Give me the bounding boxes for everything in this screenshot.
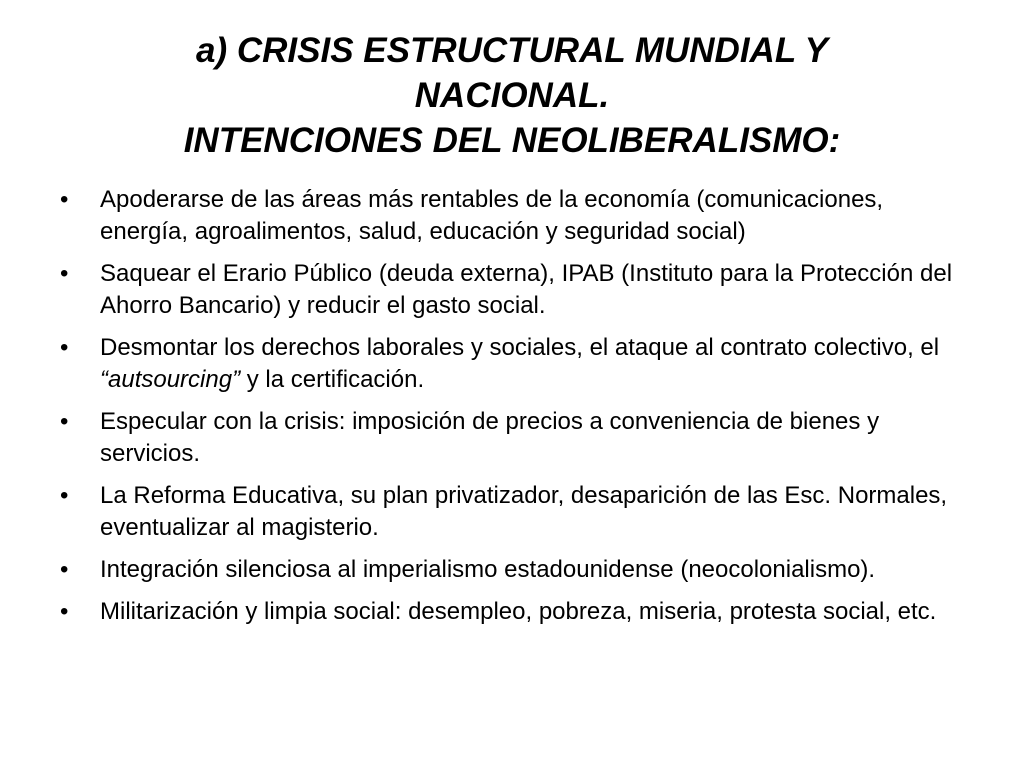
bullet-text-3 (100, 334, 939, 393)
bullet-item-4 (60, 406, 960, 470)
bullet-dot-icon: • (60, 556, 69, 583)
bullet-dot-icon: • (60, 598, 69, 625)
title-line-2: NACIONAL. (414, 76, 610, 115)
bullet-dot-icon: • (60, 408, 69, 435)
bullet-text-1: Apoderarse de las áreas más rentables de la economía (comunicaciones, energía, agroalimentos, salud, educación y seguridad social) (100, 186, 884, 245)
bullet-text-2: Saquear el Erario Público (deuda externa), IPAB (Instituto para la Protección del Ahorro Bancario) y reducir el gasto social. (100, 260, 953, 319)
bullet-dot-icon: • (60, 186, 69, 213)
bullet-item-5 (60, 480, 960, 544)
bullet-text-3-end: y la certificación. (240, 366, 425, 393)
slide-title (60, 28, 964, 163)
bullet-text-3-emphasis: “autsourcing” (100, 366, 241, 393)
bullet-item-3 (60, 332, 960, 396)
bullet-text-3-start: Desmontar los derechos laborales y sociales, el ataque al contrato colectivo, el (100, 334, 940, 361)
bullet-text-7: Militarización y limpia social: desempleo, pobreza, miseria, protesta social, etc. (100, 598, 937, 625)
bullet-text-6: Integración silenciosa al imperialismo estadounidense (neocolonialismo). (100, 556, 876, 583)
title-line-3: INTENCIONES DEL NEOLIBERALISMO: (183, 121, 841, 160)
bullet-list (60, 184, 960, 638)
bullet-text-4: Especular con la crisis: imposición de precios a conveniencia de bienes y servicios. (100, 408, 880, 467)
bullet-dot-icon: • (60, 482, 69, 509)
bullet-text-5: La Reforma Educativa, su plan privatizador, desaparición de las Esc. Normales, eventualizar al magisterio. (100, 482, 948, 541)
title-line-1: a) CRISIS ESTRUCTURAL MUNDIAL Y (196, 31, 828, 70)
bullet-item-1 (60, 184, 960, 248)
bullet-dot-icon: • (60, 334, 69, 361)
bullet-item-6 (60, 554, 960, 586)
bullet-item-2 (60, 258, 960, 322)
bullet-dot-icon: • (60, 260, 69, 287)
bullet-item-7 (60, 596, 960, 628)
